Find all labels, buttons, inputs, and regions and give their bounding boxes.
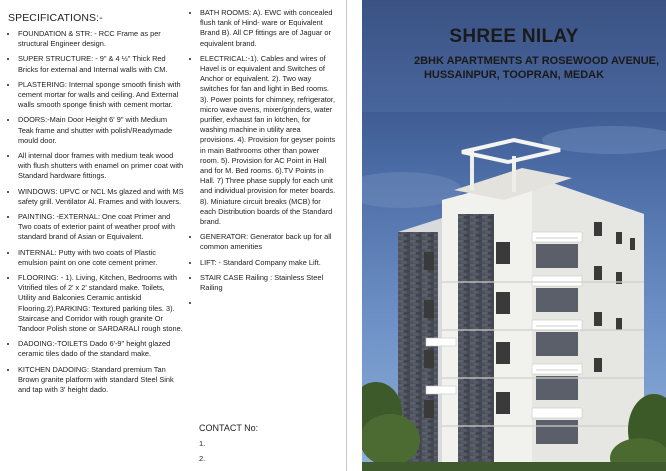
contact-line-1: 1. xyxy=(199,439,206,448)
spec-empty-bullet xyxy=(200,298,336,308)
specifications-title: SPECIFICATIONS:- xyxy=(8,12,103,24)
project-subtitle: 2BHK APARTMENTS AT ROSEWOOD AVENUE, xyxy=(414,55,660,67)
specifications-left-column xyxy=(8,12,184,400)
spec-doors: • DOORS:-Main Door Height 6' 9" with Medium Teak frame and shutter with polish/Readymade mould door. xyxy=(18,115,184,146)
spec-internal-doors: • All internal door frames with medium teak wood with flush shutters with enamel on primer coat with Standard hardware fittings. xyxy=(18,151,184,182)
cover-title-block xyxy=(362,26,666,82)
spec-painting-internal: • INTERNAL: Putty with two coats of Plastic emulsion paint on one cote cement primer. xyxy=(18,248,184,268)
spec-painting-external: • PAINTING: -EXTERNAL: One coat Primer and Two coats of exterior paint of weather proof with standard brand of Asian or Equivalent. xyxy=(18,212,184,243)
spec-kitchen-dadoing: • KITCHEN DADOING: Standard premium Tan Brown granite platform with standard Steel Sink and tap with 3' height dado. xyxy=(18,365,184,396)
spec-flooring: • FLOORING: - 1). Living, Kitchen, Bedrooms with Vitrified tiles of 2' x 2' standard make. Toilets, Utility and Balconies Ceramic antiskid Flooring.2).PARKING: Textured parking tiles. 3). Staircase and Corridor with rough granite Or Tandoor Polish stone or SARDARALI rough stone. xyxy=(18,273,184,334)
specifications-list-middle xyxy=(190,8,336,308)
project-name: SHREE NILAY xyxy=(449,26,579,47)
spec-dadoing-toilets: • DADOING:-TOILETS Dado 6'-9" height glazed ceramic tiles dado of the standard make. xyxy=(18,339,184,359)
cover-panel xyxy=(362,0,666,471)
spec-generator: • GENERATOR: Generator back up for all common amenities xyxy=(200,232,336,252)
contact-title: CONTACT No: xyxy=(199,423,259,433)
project-location: HUSSAINPUR, TOOPRAN, MEDAK xyxy=(423,69,605,81)
spec-plastering: • PLASTERING: Internal sponge smooth finish with cement mortar for walls and ceiling. And External walls smooth sponge finish with cement mortar. xyxy=(18,80,184,111)
spec-foundation: • FOUNDATION & STR: - RCC Frame as per structural Engineer design. xyxy=(18,29,184,49)
contact-line-2: 2. xyxy=(199,454,206,463)
spec-bathrooms: • BATH ROOMS: A). EWC with concealed flush tank of Hind- ware or Equivalent Brand B). All CP fittings are of Jaguar or equivalent brand. xyxy=(200,8,336,49)
spec-super-structure: • SUPER STRUCTURE: - 9" & 4 ½" Thick Red Bricks for external and Internal walls with CM. xyxy=(18,54,184,74)
spec-windows: • WINDOWS: UPVC or NCL Ms glazed and with MS safety grill. Ventilator Al. Frames and with louvers. xyxy=(18,187,184,207)
specifications-middle-column xyxy=(190,8,336,313)
fold-divider xyxy=(346,0,347,471)
spec-lift: • LIFT: - Standard Company make Lift. xyxy=(200,258,336,268)
specifications-list-left xyxy=(8,29,184,395)
spec-electrical: • ELECTRICAL:-1). Cables and wires of Havel is or equivalent and Switches of Anchor or equivalent. 2). Two way switches for fan and light in Bed rooms. 3). Power points for chimney, refrigerator, micro wave ovens, mixer/grinders, water purifier, exhaust fan in kitchen, for washing machine in utility area provisions. 4). Provision for geyser points in main Bathrooms other than power room. 5). Provision for AC Point in Hall and for M. Bed rooms. 6).TV Points in Hall. 7) Three phase supply for each unit and individual provision for meter boards. 8). Miniature circuit breaks (MCB) for each Distribution boards of the Standard brand. xyxy=(200,54,336,227)
spec-staircase-railing: • STAIR CASE Railing : Stainless Steel Railing xyxy=(200,273,336,293)
